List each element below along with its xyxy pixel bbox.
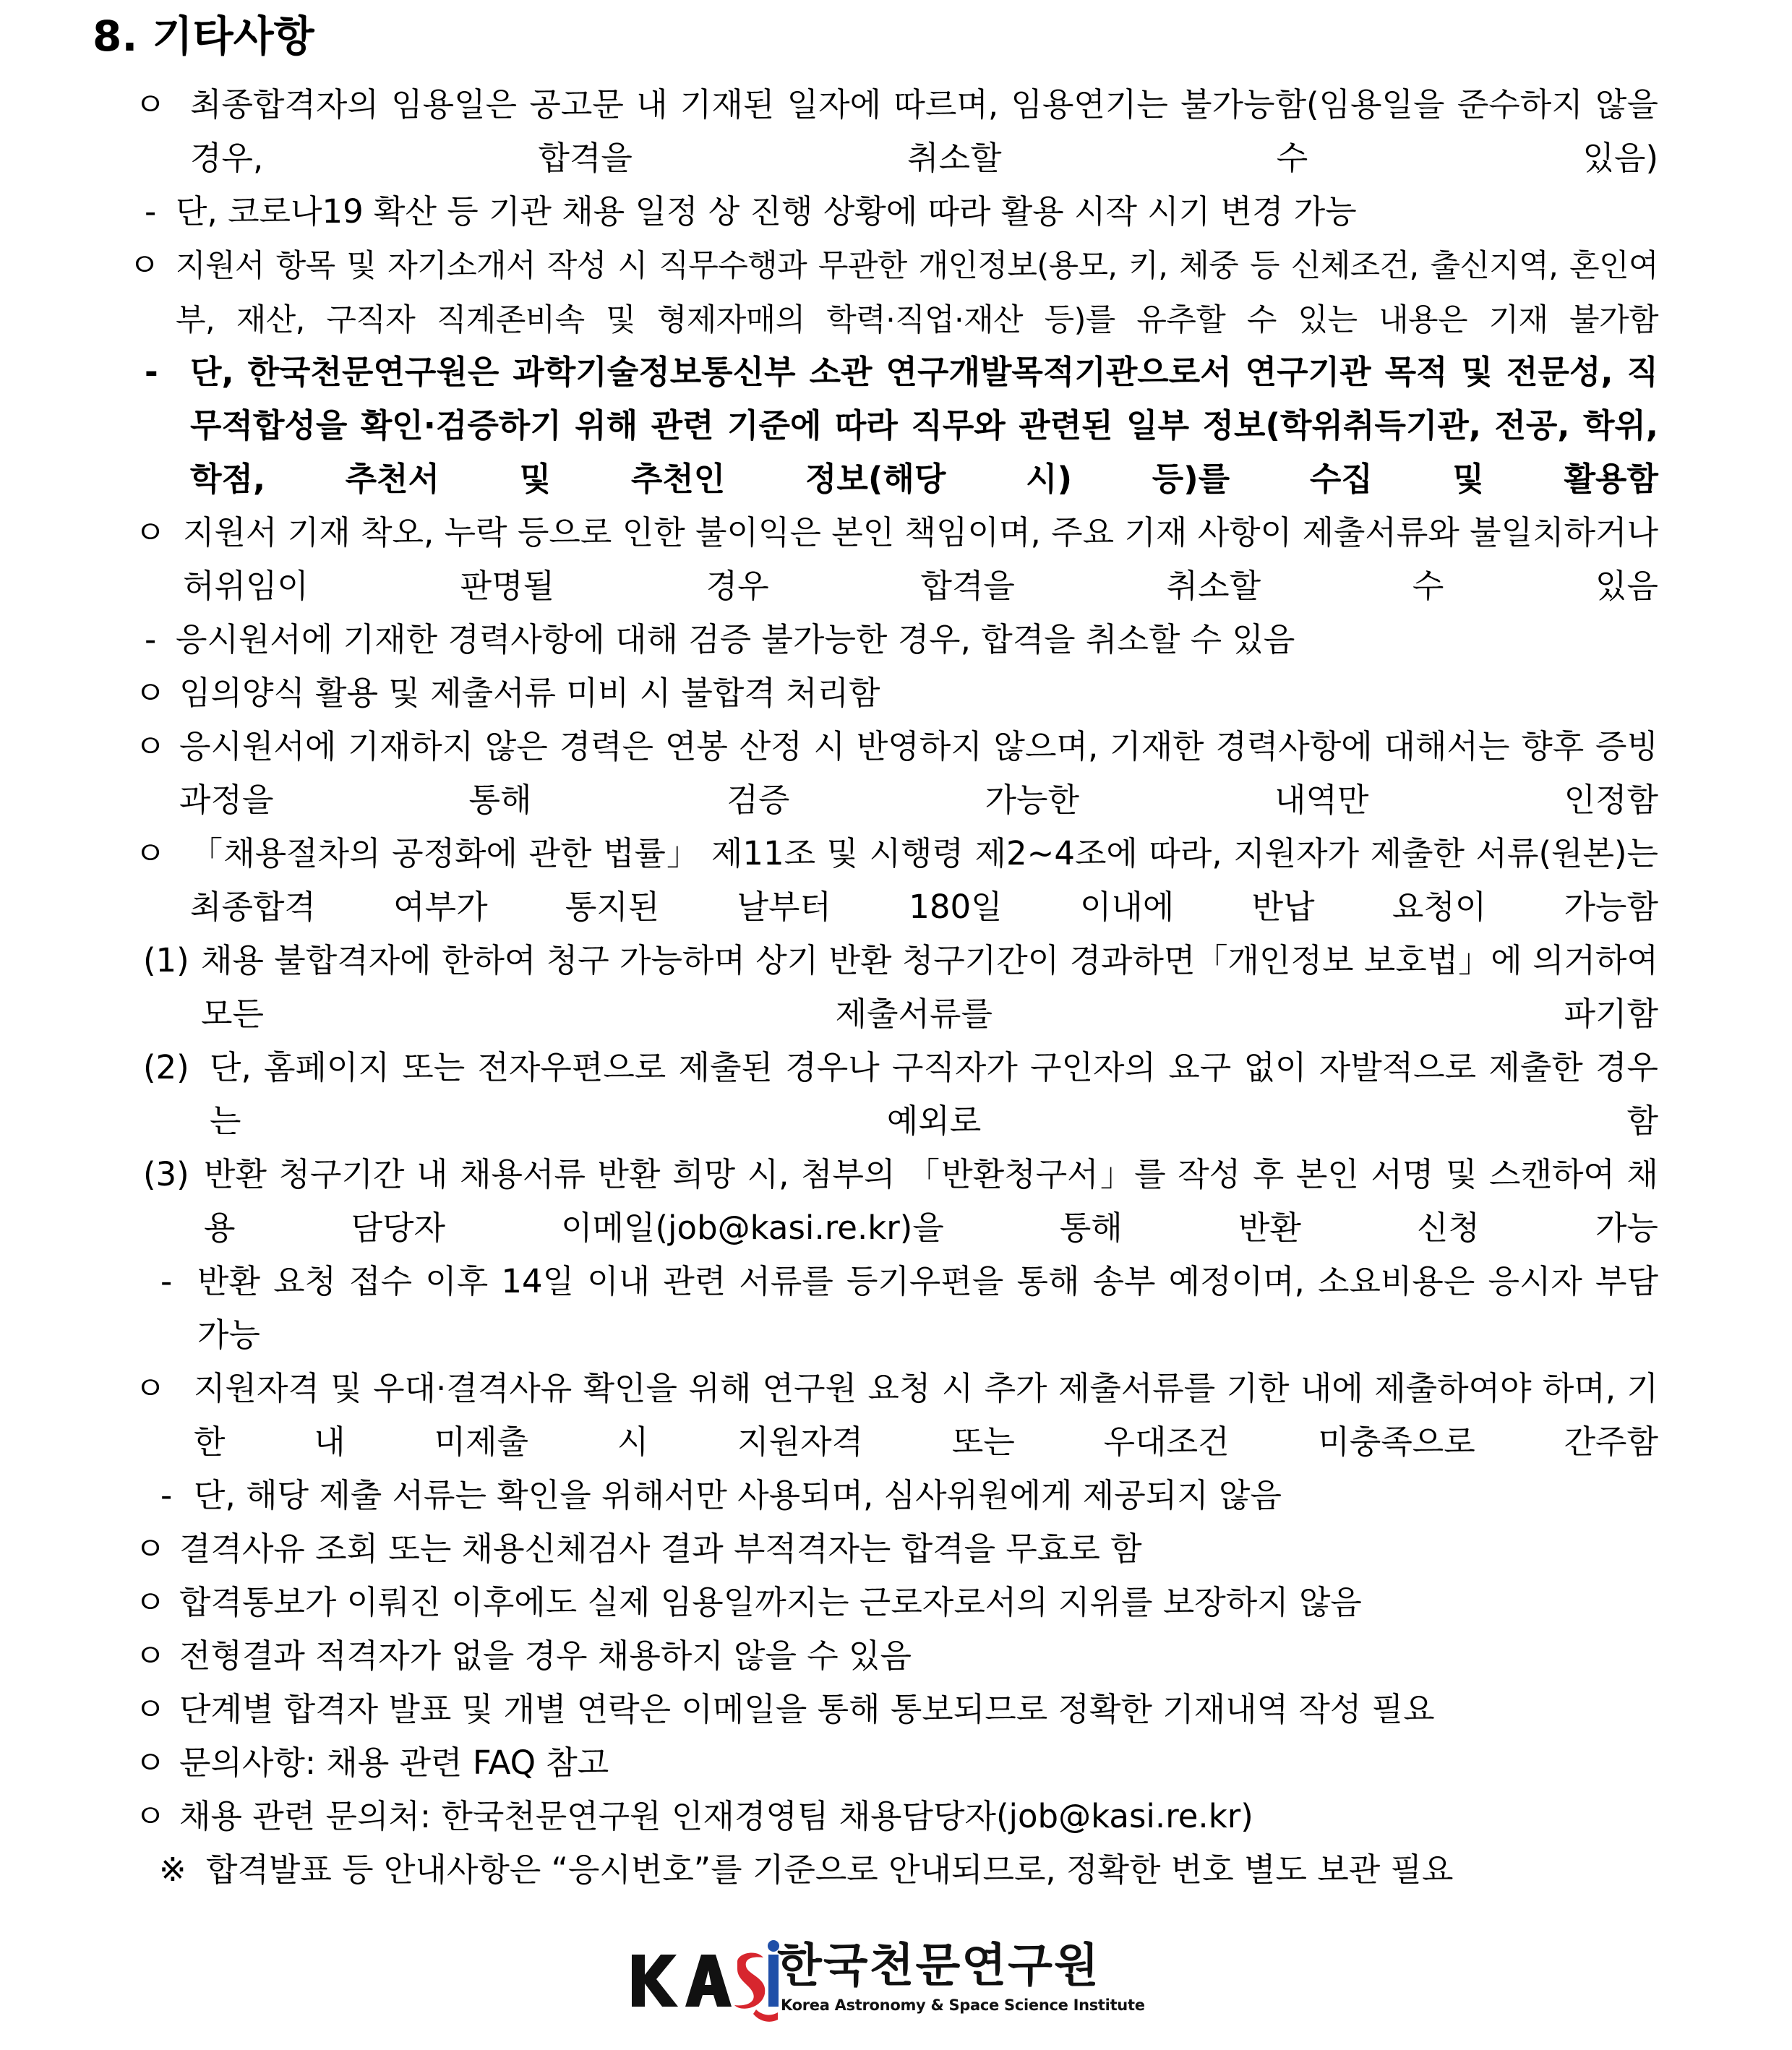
bullet-dash: -: [145, 192, 157, 231]
item-number: (1): [143, 941, 189, 979]
bullet-circle: ㅇ: [134, 674, 166, 712]
item-number: (2): [143, 1048, 189, 1086]
bullet-circle: ㅇ: [134, 1583, 166, 1621]
item-text: 단, 홈페이지 또는 전자우편으로 제출된 경우나 구직자가 구인자의 요구 없이 자발적으로 제출한 경우는 예외로 함: [210, 1048, 1658, 1140]
logo-english-name: Korea Astronomy & Space Science Institute: [781, 1997, 1145, 2014]
bullet-dash: -: [145, 353, 158, 391]
bullet-circle: ㅇ: [134, 1369, 166, 1407]
item-text: 반환 청구기간 내 채용서류 반환 희망 시, 첨부의 「반환청구서」를 작성 후 본인 서명 및 스캔하여 채용 담당자 이메일(job@kasi.re.kr)을 통해 반환 신청 가능: [204, 1155, 1658, 1247]
bullet-dash: -: [160, 1262, 173, 1300]
list-item: [0, 185, 1792, 239]
kasi-logo-mark: [629, 1937, 781, 2024]
list-item: [0, 1469, 1792, 1522]
bullet-circle: ㅇ: [134, 85, 166, 124]
item-text: 임의양식 활용 및 제출서류 미비 시 불합격 처리함: [179, 674, 880, 712]
list-item: [0, 346, 1792, 506]
list-item: [0, 1843, 1792, 1897]
section-heading: 8. 기타사항: [93, 12, 314, 61]
list-item: [0, 506, 1792, 613]
bullet-circle: ㅇ: [134, 1744, 166, 1782]
item-text: 단, 코로나19 확산 등 기관 채용 일정 상 진행 상황에 따라 활용 시작 시기 변경 가능: [176, 192, 1357, 231]
bullet-circle: ㅇ: [134, 727, 166, 765]
list-item: [0, 1736, 1792, 1790]
notice-list: [0, 78, 1792, 1897]
item-text: 응시원서에 기재하지 않은 경력은 연봉 산정 시 반영하지 않으며, 기재한 경력사항에 대해서는 향후 증빙 과정을 통해 검증 가능한 내역만 인정함: [179, 727, 1658, 819]
list-item: [0, 78, 1792, 185]
bullet-circle: ㅇ: [134, 513, 166, 552]
item-text: 최종합격자의 임용일은 공고문 내 기재된 일자에 따르며, 임용연기는 불가능함(임용일을 준수하지 않을 경우, 합격을 취소할 수 있음): [190, 85, 1658, 177]
bullet-circle: ㅇ: [134, 1530, 166, 1568]
bullet-circle: ㅇ: [134, 1637, 166, 1675]
item-text: 채용 불합격자에 한하여 청구 가능하며 상기 반환 청구기간이 경과하면「개인정보 보호법」에 의거하여 모든 제출서류를 파기함: [201, 941, 1658, 1033]
item-text: 지원서 항목 및 자기소개서 작성 시 직무수행과 무관한 개인정보(용모, 키, 체중 등 신체조건, 출신지역, 혼인여부, 재산, 구직자 직계존비속 및 형제자매의 학력·직업·재산 등)를 유추할 수 있는 내용은 기재 불가함: [176, 248, 1658, 338]
logo-letter-k: [632, 1955, 678, 2007]
item-text: 전형결과 적격자가 없을 경우 채용하지 않을 수 있음: [179, 1637, 912, 1675]
list-item: [0, 1148, 1792, 1255]
bullet-circle: ㅇ: [129, 246, 160, 284]
bullet-circle: ㅇ: [134, 1690, 166, 1728]
list-item: [0, 1790, 1792, 1843]
list-item: [0, 1576, 1792, 1629]
item-text: 응시원서에 기재한 경력사항에 대해 검증 불가능한 경우, 합격을 취소할 수 있음: [176, 620, 1295, 659]
bullet-dash: -: [160, 1476, 173, 1514]
list-item: [0, 720, 1792, 827]
list-item: [0, 934, 1792, 1041]
list-item: [0, 827, 1792, 934]
list-item: [0, 239, 1792, 346]
item-text: 단, 한국천문연구원은 과학기술정보통신부 소관 연구개발목적기관으로서 연구기관 목적 및 전문성, 직무적합성을 확인·검증하기 위해 관련 기준에 따라 직무와 관련된 일부 정보(학위취득기관, 전공, 학위, 학점, 추천서 및 추천인 정보(해당 시) 등)를 수집 및 활용함: [190, 353, 1658, 498]
kasi-logo: [629, 1937, 1164, 2024]
item-text: 합격발표 등 안내사항은 “응시번호”를 기준으로 안내되므로, 정확한 번호 별도 보관 필요: [206, 1850, 1454, 1889]
bullet-dash: -: [145, 620, 157, 659]
list-item: [0, 613, 1792, 666]
list-item: [0, 1683, 1792, 1736]
bullet-circle: ㅇ: [134, 1797, 166, 1835]
item-text: 반환 요청 접수 이후 14일 이내 관련 서류를 등기우편을 통해 송부 예정이며, 소요비용은 응시자 부담 가능: [197, 1262, 1658, 1354]
reference-mark: ※: [159, 1850, 187, 1889]
logo-swoosh-red: [734, 1952, 765, 2008]
list-item: [0, 666, 1792, 720]
list-item: [0, 1362, 1792, 1469]
bullet-circle: ㅇ: [134, 834, 166, 872]
item-text: 「채용절차의 공정화에 관한 법률」 제11조 및 시행령 제2~4조에 따라, 지원자가 제출한 서류(원본)는 최종합격 여부가 통지된 날부터 180일 이내에 반납 요청이 가능함: [190, 834, 1658, 926]
item-text: 단계별 합격자 발표 및 개별 연락은 이메일을 통해 통보되므로 정확한 기재내역 작성 필요: [179, 1690, 1435, 1728]
item-text: 지원자격 및 우대·결격사유 확인을 위해 연구원 요청 시 추가 제출서류를 기한 내에 제출하여야 하며, 기한 내 미제출 시 지원자격 또는 우대조건 미충족으로 간주함: [194, 1369, 1658, 1461]
item-text: 지원서 기재 착오, 누락 등으로 인한 불이익은 본인 책임이며, 주요 기재 사항이 제출서류와 불일치하거나 허위임이 판명될 경우 합격을 취소할 수 있음: [183, 513, 1658, 605]
list-item: [0, 1522, 1792, 1576]
item-text: 결격사유 조회 또는 채용신체검사 결과 부적격자는 합격을 무효로 함: [179, 1530, 1142, 1568]
list-item: [0, 1041, 1792, 1148]
logo-tail-red: [753, 2010, 778, 2022]
logo-korean-name: 한국천문연구원: [777, 1939, 1100, 1993]
list-item: [0, 1629, 1792, 1683]
item-text: 문의사항: 채용 관련 FAQ 참고: [179, 1744, 609, 1782]
item-text: 합격통보가 이뤄진 이후에도 실제 임용일까지는 근로자로서의 지위를 보장하지 않음: [179, 1583, 1362, 1621]
item-number: (3): [143, 1155, 189, 1193]
item-text: 단, 해당 제출 서류는 확인을 위해서만 사용되며, 심사위원에게 제공되지 않음: [194, 1476, 1282, 1514]
list-item: [0, 1255, 1792, 1362]
item-text: 채용 관련 문의처: 한국천문연구원 인재경영팀 채용담당자(job@kasi.re.kr): [179, 1797, 1253, 1835]
